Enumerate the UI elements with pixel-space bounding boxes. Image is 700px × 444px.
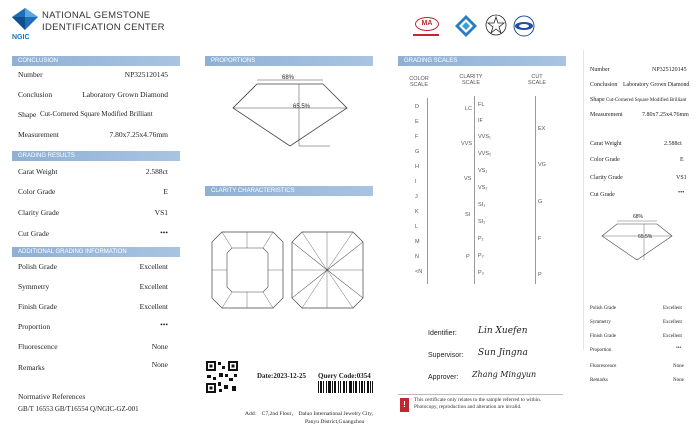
cut-scale-track (535, 96, 536, 284)
normative-label: Normative References (18, 392, 86, 401)
clarity-vvs1: VVS₁ (478, 134, 491, 140)
cut-grade-p: P (538, 272, 542, 278)
disclaimer-text: This certificate only relates to the sample referred to within. Photocopy, reproduction and alteration are invalid. (414, 397, 542, 410)
color-grade-i: I (415, 179, 417, 185)
stub-polish-value: Excellent (663, 306, 682, 311)
issue-date: Date:2023-12-25 (257, 372, 306, 380)
laboratory-star-icon (485, 14, 507, 38)
color-grade-m: M (415, 239, 420, 245)
grading-results-bar: GRADING RESULTS (12, 151, 180, 161)
color-grade-n: N (415, 254, 419, 260)
stub-cut-value: ••• (678, 190, 685, 196)
additional-info-bar: ADDITIONAL GRADING INFORMATION (12, 247, 180, 257)
logo-text: NGIC (12, 34, 30, 41)
disclaimer-box (398, 394, 563, 416)
conclusion-section-bar: CONCLUSION (12, 56, 180, 66)
identifier-signature: Lin Xuefen (478, 326, 528, 336)
color-grade-l: L (415, 224, 419, 230)
query-code: Query Code:0354 (318, 372, 371, 380)
color-grade-below-n: <N (415, 269, 423, 275)
proportions-diagram (215, 70, 365, 150)
normative-value: GB/T 16553 GB/T16554 Q/NGIC-GZ-001 (18, 405, 139, 413)
stub-depth-pct: 65.5% (638, 234, 653, 240)
clarity-p1: P₁ (478, 236, 484, 242)
remarks-label: Remarks (18, 363, 45, 372)
polish-label: Polish Grade (18, 262, 57, 271)
stub-conclusion-label: Conclusion (590, 82, 618, 88)
cut-grade-vg: VG (538, 162, 546, 168)
identifier-label: Identifier: (428, 330, 457, 337)
barcode (318, 381, 373, 393)
shape-value: Cut-Cornered Square Modified Brilliant (40, 110, 153, 118)
supervisor-signature: Sun Jingna (478, 348, 528, 358)
cut-grade-g: G (538, 199, 543, 205)
stub-finish-value: Excellent (663, 334, 682, 339)
color-scale-track (427, 98, 428, 284)
stub-measurement-value: 7.80x7.25x4.76mm (642, 112, 689, 118)
stub-measurement-label: Measurement (590, 112, 623, 118)
stub-fluorescence-value: None (673, 364, 684, 369)
stub-polish-label: Polish Grade (590, 306, 616, 311)
color-grade-e: E (415, 119, 419, 125)
cut-grade-f: F (538, 236, 542, 242)
stub-finish-label: Finish Grade (590, 334, 616, 339)
stub-cut-label: Cut Grade (590, 192, 615, 198)
clarity-left-lc: LC (465, 106, 473, 112)
color-grade-k: K (415, 209, 419, 215)
stub-clarity-label: Clarity Grade (590, 175, 623, 181)
stub-color-label: Color Grade (590, 157, 620, 163)
clarity-if: IF (478, 118, 483, 124)
proportions-table-pct: 68% (282, 75, 295, 81)
conclusion-value: Laboratory Grown Diamond (82, 90, 168, 99)
clarity-left-vvs: VVS (461, 141, 473, 147)
approver-signature: Zhang Mingyun (472, 370, 537, 379)
clarity-vs1: VS₁ (478, 168, 488, 174)
address-line2: Panyu District,Guangzhou (305, 419, 365, 425)
address-line1: Add： C7,2nd Floor， Daluo International Jewelry City, (245, 411, 373, 417)
finish-value: Excellent (139, 302, 168, 311)
stub-carat-label: Carat Weight (590, 141, 622, 147)
color-grade-value: E (163, 187, 168, 196)
clarity-scale-heading: CLARITY SCALE (459, 74, 483, 86)
color-grade-j: J (415, 194, 418, 200)
clarity-plot-crown (210, 230, 285, 310)
clarity-fl: FL (478, 102, 485, 108)
proportion-value: ••• (160, 320, 168, 329)
shape-label: Shape (18, 110, 37, 119)
stub-proportion-label: Proportion (590, 348, 612, 353)
remarks-value: None (151, 360, 168, 369)
symmetry-label: Symmetry (18, 282, 50, 291)
clarity-p2: P₂ (478, 253, 484, 259)
clarity-characteristics-bar: CLARITY CHARACTERISTICS (205, 186, 373, 196)
stub-number-value: NP325120145 (652, 67, 687, 73)
stub-table-pct: 68% (633, 214, 644, 220)
clarity-scale-track (474, 96, 475, 284)
stub-symmetry-label: Symmetry (590, 320, 611, 325)
stub-clarity-value: VS1 (676, 175, 687, 181)
clarity-plot-pavilion (290, 230, 365, 310)
ngic-logo (12, 8, 38, 40)
stub-proportion-value: ••• (676, 346, 682, 351)
proportions-bar: PROPORTIONS (205, 56, 373, 66)
cut-grade-ex: EX (538, 126, 546, 132)
color-grade-h: H (415, 164, 419, 170)
clarity-grade-label: Clarity Grade (18, 208, 60, 217)
ilac-mark-icon (513, 15, 535, 37)
stub-carat-value: 2.588ct (664, 141, 682, 147)
measurement-label: Measurement (18, 130, 59, 139)
fluorescence-label: Fluorescence (18, 342, 58, 351)
org-name-line2: IDENTIFICATION CENTER (42, 22, 165, 33)
color-grade-d: D (415, 104, 419, 110)
color-grade-f: F (415, 134, 419, 140)
stub-fluorescence-label: Fluorescence (590, 364, 617, 369)
proportion-label: Proportion (18, 322, 51, 331)
measurement-value: 7.80x7.25x4.76mm (109, 130, 168, 139)
clarity-p3: P₃ (478, 270, 484, 276)
fluorescence-value: None (151, 342, 168, 351)
stub-shape-label: Shape (590, 97, 605, 103)
clarity-left-vs: VS (464, 176, 472, 182)
color-grade-g: G (415, 149, 420, 155)
clarity-vs2: VS₂ (478, 185, 488, 191)
polish-value: Excellent (139, 262, 168, 271)
cma-mark-text: MA (415, 17, 439, 31)
stub-proportions-diagram (592, 214, 682, 264)
grading-scales-bar: GRADING SCALES (398, 56, 566, 66)
stub-symmetry-value: Excellent (663, 320, 682, 325)
warning-icon: ! (400, 398, 409, 412)
clarity-left-si: SI (465, 212, 471, 218)
approver-label: Approver: (428, 374, 459, 381)
conclusion-label: Conclusion (18, 90, 53, 99)
clarity-vvs2: VVS₂ (478, 151, 492, 157)
cut-grade-value: ••• (160, 228, 168, 237)
qr-code[interactable] (205, 360, 239, 394)
stub-color-value: E (680, 157, 684, 163)
clarity-left-p: P (466, 254, 470, 260)
proportions-depth-pct: 65.5% (293, 104, 311, 110)
carat-label: Carat Weight (18, 167, 58, 176)
cma-mark-icon (413, 17, 441, 41)
stub-separator (583, 50, 584, 350)
accreditation-diamond-icon (455, 15, 477, 37)
symmetry-value: Excellent (139, 282, 168, 291)
clarity-grade-value: VS1 (154, 208, 168, 217)
cut-scale-heading: CUT SCALE (527, 74, 547, 86)
carat-value: 2.588ct (145, 167, 168, 176)
number-value: NP325120145 (124, 70, 168, 79)
color-scale-heading: COLOR SCALE (409, 76, 429, 88)
color-grade-label: Color Grade (18, 187, 56, 196)
cut-grade-label: Cut Grade (18, 229, 50, 238)
clarity-si1: SI₁ (478, 202, 486, 208)
number-label: Number (18, 70, 43, 79)
stub-number-label: Number (590, 67, 610, 73)
clarity-si2: SI₂ (478, 219, 486, 225)
stub-shape-value: Cut-Cornered Square Modified Brilliant (606, 98, 687, 103)
finish-label: Finish Grade (18, 302, 57, 311)
org-name-line1: NATIONAL GEMSTONE (42, 10, 151, 21)
stub-remarks-label: Remarks (590, 378, 608, 383)
stub-remarks-value: None (673, 378, 684, 383)
stub-conclusion-value: Laboratory Grown Diamond (623, 82, 690, 88)
supervisor-label: Supervisor: (428, 352, 464, 359)
